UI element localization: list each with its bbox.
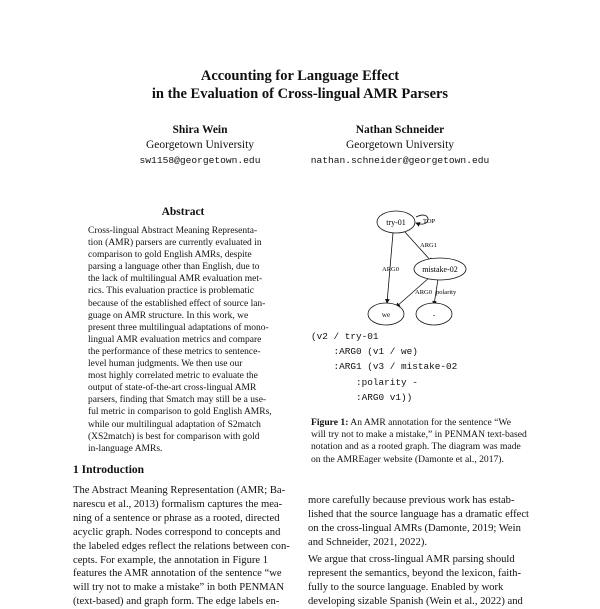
author-email: nathan.schneider@georgetown.edu <box>310 155 490 166</box>
text-line: present three multilingual adaptations of mono- <box>88 322 269 333</box>
intro-left-column <box>73 484 305 609</box>
section-heading-introduction: 1 Introduction <box>73 464 145 476</box>
text-line: output of state-of-the-art cross-lingual AMR <box>88 383 257 394</box>
text-line: (text-based) and graph form. The edge labels en- <box>73 596 280 608</box>
text-line: narescu et al., 2013) formalism captures the mea- <box>73 498 283 510</box>
caption-line: on the AMREager website (Damonte et al., 2017). <box>311 453 504 465</box>
text-line: (v2 / try-01 <box>311 331 379 342</box>
paper-title-line-1: Accounting for Language Effect <box>200 68 400 84</box>
text-line: We argue that cross-lingual AMR parsing should <box>308 554 515 565</box>
text-line: The Abstract Meaning Representation (AMR; Ba- <box>73 485 286 496</box>
text-line: Cross-lingual Abstract Meaning Representa- <box>88 226 258 236</box>
figure-caption <box>311 417 539 466</box>
edge-label: polarity <box>436 289 457 296</box>
text-line: most highly correlated metric to evaluate the <box>88 371 258 382</box>
penman-notation <box>311 329 457 405</box>
text-line: level human judgments. We then use our <box>88 359 243 370</box>
text-line: the performance of these metrics to sentence- <box>88 346 261 357</box>
text-line: the labeled edges reflect the relations between con- <box>73 540 290 552</box>
abstract-heading: Abstract <box>161 206 205 218</box>
edge-label: ARG0 <box>415 289 432 296</box>
text-line: lished that the source language has a dramatic effect <box>308 508 529 520</box>
text-line: fully to the source language. Enabled by work <box>308 581 504 593</box>
text-line: developing sizable Spanish (Wein et al., 2022) and <box>308 595 523 607</box>
node-label: try-01 <box>386 218 406 227</box>
intro-right-column <box>308 494 533 550</box>
text-line: in-language AMRs. <box>88 443 163 454</box>
node-label: mistake-02 <box>422 265 458 274</box>
caption-line: An AMR annotation for the sentence “We <box>350 417 511 428</box>
author-email: sw1158@georgetown.edu <box>139 155 261 166</box>
text-line: ful metric in comparison to gold English AMRs, <box>88 407 272 418</box>
edge-label: ARG1 <box>420 242 437 249</box>
text-line: rics. This evaluation practice is problematic <box>88 286 255 297</box>
paper-title-line-2: in the Evaluation of Cross-lingual AMR Parsers <box>151 86 449 102</box>
amr-graph <box>360 205 500 330</box>
abstract-body <box>88 225 278 455</box>
edge-label: TOP <box>423 218 436 225</box>
edge-label: ARG0 <box>382 266 399 273</box>
node-label: we <box>381 311 391 319</box>
caption-line: will try not to make a mistake,” in PENMAN text-based <box>311 429 527 441</box>
text-line: represent the semantics, beyond the lexicon, faith- <box>308 567 521 579</box>
text-line: :ARG0 (v1 / we) <box>311 346 418 358</box>
text-line: the lack of multilingual AMR evaluation met- <box>88 274 263 285</box>
text-line: (XS2match) is best for comparison with gold <box>88 431 260 442</box>
text-line: parsing a language other than English, due to <box>88 262 260 273</box>
text-line: parsers, finding that Smatch may still be a use- <box>88 395 267 406</box>
text-line: guage on AMR structure. In this work, we <box>88 310 249 321</box>
text-line: because of the established effect of source lan- <box>88 298 266 309</box>
author-block <box>300 123 500 168</box>
text-line: will try not to make a mistake” in both PENMAN <box>73 582 284 594</box>
author-name: Nathan Schneider <box>355 124 445 136</box>
text-line: tion (AMR) parsers are currently evaluated in <box>88 238 262 249</box>
caption-label: Figure 1: <box>311 417 349 428</box>
text-line: acyclic graph. Nodes correspond to concepts and <box>73 526 281 538</box>
text-line: :ARG0 v1)) <box>311 391 413 403</box>
text-line: :ARG1 (v3 / mistake-02 <box>311 361 458 373</box>
text-line: features the AMR annotation of the sentence “we <box>73 568 282 580</box>
text-line: and Schneider, 2021, 2022). <box>308 536 428 548</box>
author-affiliation: Georgetown University <box>145 139 255 151</box>
author-block <box>100 123 300 168</box>
text-line: comparison to gold English AMRs, despite <box>88 250 252 261</box>
node-label: - <box>432 311 436 319</box>
author-affiliation: Georgetown University <box>345 139 455 151</box>
author-name: Shira Wein <box>172 124 228 136</box>
text-line: on the cross-lingual AMRs (Damonte, 2019; Wein <box>308 522 521 534</box>
text-line: ning of a sentence or phrase as a rooted, directed <box>73 512 280 524</box>
caption-line: notation and as a rooted graph. The diagram was made <box>311 441 521 453</box>
text-line: cepts. For example, the annotation in Figure 1 <box>73 554 269 566</box>
text-line: :polarity - <box>311 376 418 388</box>
text-line: lingual AMR evaluation metrics and compare <box>88 334 262 345</box>
text-line: more carefully because previous work has estab- <box>308 495 515 506</box>
intro-right-column-2 <box>308 553 533 609</box>
text-line: while our multilingual adaptation of S2match <box>88 419 261 430</box>
